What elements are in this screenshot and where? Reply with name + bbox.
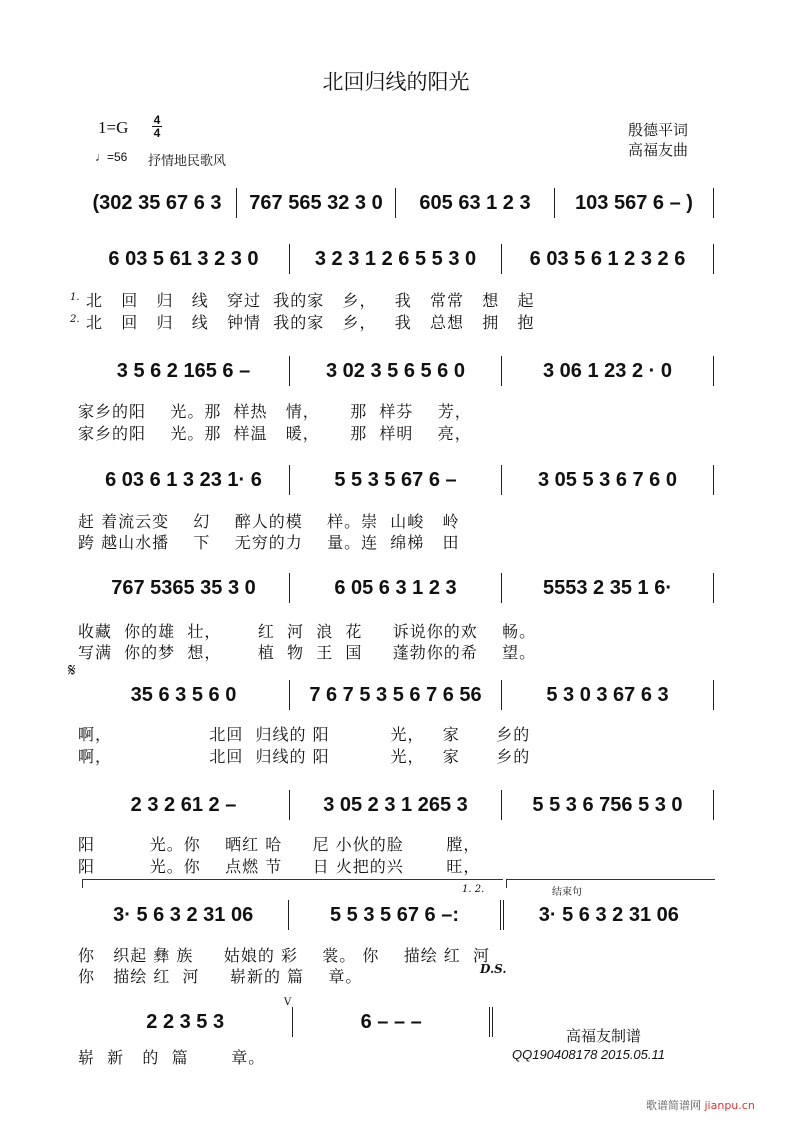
lyric-line-1: 你 织起 彝 族 姑娘的 彩 裳。 你 描绘 红 河	[78, 946, 490, 965]
system-5	[78, 573, 714, 603]
verse-mark: 2.	[70, 314, 80, 325]
system-9	[78, 1007, 493, 1037]
measure: 605 63 1 2 3	[396, 188, 555, 218]
lyric-line-2: 啊， 北回 归线的 阳 光， 家 乡的	[78, 747, 531, 766]
time-top: 4	[153, 113, 161, 127]
volta-bracket-2	[506, 879, 715, 888]
lyric-line-1: 赶 着流云变 幻 醉人的模 样。崇 山峻 岭	[78, 512, 460, 531]
watermark-cn: 歌谱简谱网	[646, 1099, 701, 1112]
lyricist: 殷德平词	[628, 121, 689, 139]
system-2	[78, 244, 714, 274]
measure: 5 5 3 6 756 5 3 0	[502, 790, 714, 820]
song-title: 北回归线的阳光	[322, 70, 470, 94]
measure: 6 – – –	[293, 1007, 493, 1037]
lyric-line-2: 你 描绘 红 河 崭新的 篇 章。	[78, 967, 363, 986]
lyric-line-1: 啊， 北回 归线的 阳 光， 家 乡的	[78, 725, 531, 744]
measure: 5 5 3 5 67 6 –:	[289, 900, 503, 930]
time-bottom: 4	[153, 126, 161, 140]
lyric-line-2: 北 回 归 线 钟情 我的家 乡， 我 总想 拥 抱	[86, 313, 535, 332]
time-signature	[152, 114, 162, 139]
measure: 3 06 1 23 2 · 0	[502, 356, 714, 386]
measure: 7 6 7 5 3 5 6 7 6 56	[290, 680, 502, 710]
verse-mark: 1.	[70, 292, 80, 303]
lyric-line-1: 家乡的阳 光。那 样热 情， 那 样芬 芳，	[78, 402, 472, 421]
system-8	[78, 900, 714, 930]
measure: 3· 5 6 3 2 31 06	[78, 900, 289, 930]
measure: 2 2 3 5 3	[78, 1007, 293, 1037]
measure: 3 05 5 3 6 7 6 0	[502, 465, 714, 495]
watermark-url: jianpu.cn	[704, 1099, 755, 1112]
measure: 5 3 0 3 67 6 3	[502, 680, 714, 710]
lyric-line-1: 阳 光。你 晒红 哈 尼 小伙的脸 膛，	[78, 835, 481, 854]
lyric-line-2: 阳 光。你 点燃 节 日 火把的兴 旺，	[78, 857, 481, 876]
volta-bracket-1	[82, 879, 503, 888]
breath-mark: V	[284, 997, 292, 1008]
system-7	[78, 790, 714, 820]
measure: 5553 2 35 1 6·	[502, 573, 714, 603]
lyric-line-1: 北 回 归 线 穿过 我的家 乡， 我 常常 想 起	[86, 291, 535, 310]
lyric-line-2: 家乡的阳 光。那 样温 暖， 那 样明 亮，	[78, 424, 472, 443]
lyric-line-2: 写满 你的梦 想， 植 物 王 国 蓬勃你的希 望。	[78, 643, 537, 662]
system-6	[78, 680, 714, 710]
arranger-credit: 高福友制谱	[566, 1027, 642, 1045]
measure: 3 2 3 1 2 6 5 5 3 0	[290, 244, 502, 274]
measure: 2 3 2 61 2 –	[78, 790, 290, 820]
lyric-line-2: 跨 越山水播 下 无穷的力 量。连 绵梯 田	[78, 533, 460, 552]
style-mark: 抒情地民歌风	[148, 154, 227, 169]
composer: 高福友曲	[628, 141, 689, 159]
lyric-line-1: 崭 新 的 篇 章。	[78, 1048, 266, 1067]
segno-sign: 𝄋	[68, 660, 76, 681]
credits	[628, 120, 688, 160]
measure: 3· 5 6 3 2 31 06	[538, 903, 679, 926]
system-4	[78, 465, 714, 495]
volta-label: 1. 2.	[462, 884, 485, 895]
measure: 6 03 5 6 1 2 3 2 6	[502, 244, 714, 274]
tempo-mark: ♩=56	[95, 150, 128, 164]
ds-mark: D.S.	[480, 962, 507, 976]
contact-date: QQ190408178 2015.05.11	[512, 1047, 666, 1062]
measure: 6 03 6 1 3 23 1· 6	[78, 465, 290, 495]
measure: (302 35 67 6 3	[78, 188, 237, 218]
measure: 767 565 32 3 0	[237, 188, 396, 218]
measure: 5 5 3 5 67 6 –	[290, 465, 502, 495]
system-3	[78, 356, 714, 386]
measure: 767 5365 35 3 0	[78, 573, 290, 603]
key-signature: 1=G	[98, 118, 129, 137]
measure: 103 567 6 – )	[555, 188, 714, 218]
measure: 6 05 6 3 1 2 3	[290, 573, 502, 603]
measure: 3 02 3 5 6 5 6 0	[290, 356, 502, 386]
measure: 6 03 5 61 3 2 3 0	[78, 244, 290, 274]
measure: 35 6 3 5 6 0	[78, 680, 290, 710]
measure: 3 5 6 2 165 6 –	[78, 356, 290, 386]
system-1	[78, 188, 714, 218]
measure: 3 05 2 3 1 265 3	[290, 790, 502, 820]
ending-label: 结束句	[552, 887, 582, 898]
watermark	[646, 1097, 755, 1113]
lyric-line-1: 收藏 你的雄 壮， 红 河 浪 花 诉说你的欢 畅。	[78, 622, 537, 641]
